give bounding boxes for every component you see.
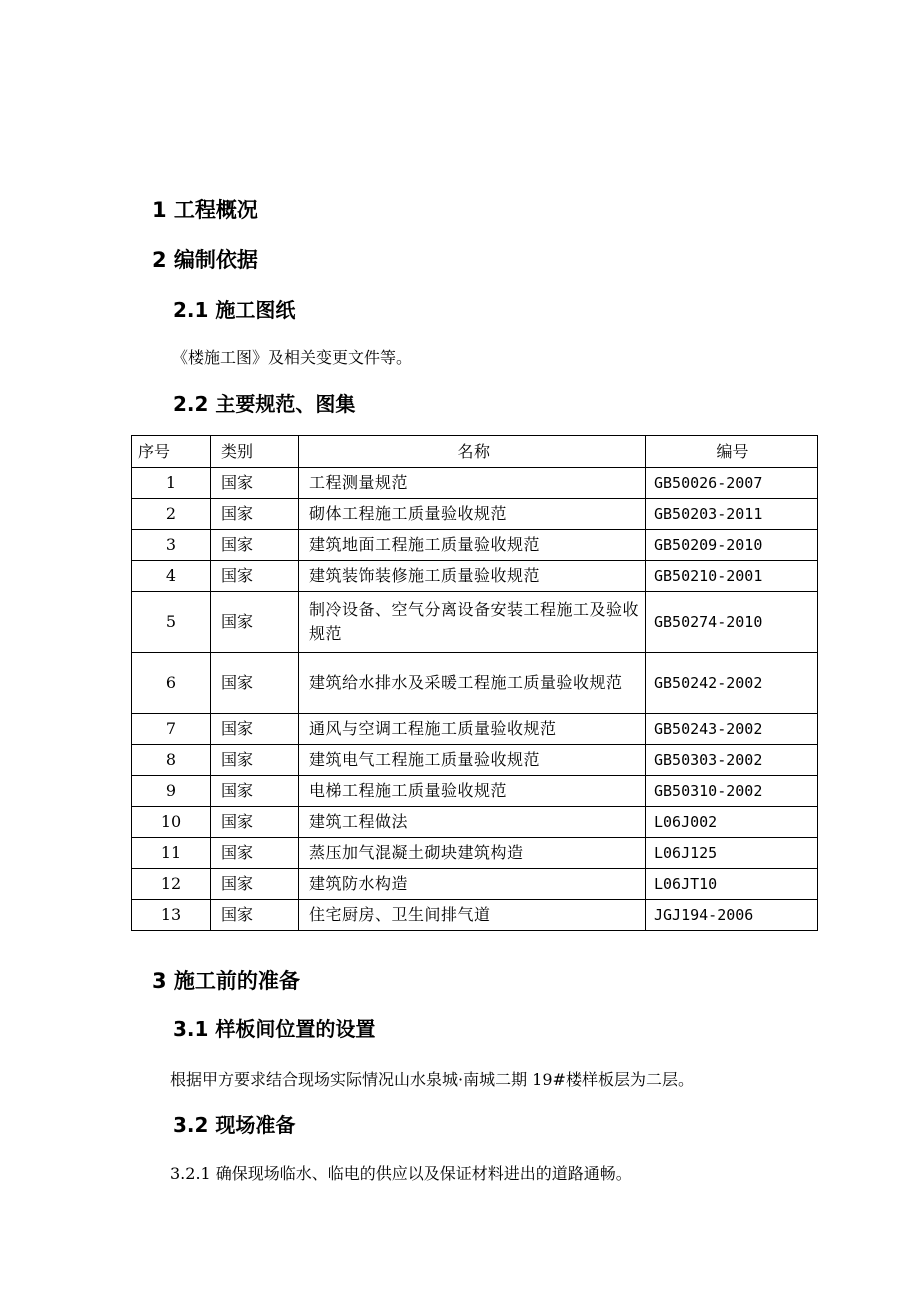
row-code: GB50274-2010 <box>646 592 818 653</box>
section-3-2-heading: 3.2 现场准备 <box>173 1113 296 1137</box>
row-code: GB50303-2002 <box>646 745 818 776</box>
standards-table <box>131 435 818 931</box>
row-no: 10 <box>132 807 211 838</box>
section-3-1-text: 根据甲方要求结合现场实际情况山水泉城·南城二期 19#楼样板层为二层。 <box>170 1070 694 1089</box>
table-row <box>132 776 818 807</box>
row-code: GB50210-2001 <box>646 561 818 592</box>
table-row <box>132 714 818 745</box>
section-2-1-text: 《楼施工图》及相关变更文件等。 <box>172 348 413 367</box>
header-name: 名称 <box>299 436 646 468</box>
row-category: 国家 <box>211 838 299 869</box>
section-2-heading: 2 编制依据 <box>152 248 258 272</box>
row-code: L06J125 <box>646 838 818 869</box>
table-row <box>132 561 818 592</box>
row-no: 6 <box>132 653 211 714</box>
row-no: 12 <box>132 869 211 900</box>
table-row <box>132 807 818 838</box>
row-category: 国家 <box>211 776 299 807</box>
row-code: GB50209-2010 <box>646 530 818 561</box>
row-category: 国家 <box>211 900 299 931</box>
row-name: 工程测量规范 <box>299 468 646 499</box>
row-name: 住宅厨房、卫生间排气道 <box>299 900 646 931</box>
row-no: 5 <box>132 592 211 653</box>
row-name: 建筑装饰装修施工质量验收规范 <box>299 561 646 592</box>
row-category: 国家 <box>211 561 299 592</box>
row-name: 蒸压加气混凝土砌块建筑构造 <box>299 838 646 869</box>
section-3-1-heading: 3.1 样板间位置的设置 <box>173 1017 376 1041</box>
row-code: L06JT10 <box>646 869 818 900</box>
row-no: 4 <box>132 561 211 592</box>
row-no: 9 <box>132 776 211 807</box>
row-category: 国家 <box>211 714 299 745</box>
header-category: 类别 <box>211 436 299 468</box>
header-no: 序号 <box>132 436 211 468</box>
row-no: 8 <box>132 745 211 776</box>
row-code: JGJ194-2006 <box>646 900 818 931</box>
row-name: 制冷设备、空气分离设备安装工程施工及验收规范 <box>299 592 646 653</box>
row-code: GB50243-2002 <box>646 714 818 745</box>
table-row <box>132 838 818 869</box>
header-code: 编号 <box>646 436 818 468</box>
row-code: GB50242-2002 <box>646 653 818 714</box>
row-category: 国家 <box>211 745 299 776</box>
row-name: 建筑工程做法 <box>299 807 646 838</box>
section-2-1-heading: 2.1 施工图纸 <box>173 298 296 322</box>
table-row <box>132 468 818 499</box>
row-no: 2 <box>132 499 211 530</box>
row-name: 砌体工程施工质量验收规范 <box>299 499 646 530</box>
row-category: 国家 <box>211 807 299 838</box>
section-1-heading: 1 工程概况 <box>152 198 258 222</box>
row-name: 建筑电气工程施工质量验收规范 <box>299 745 646 776</box>
row-name: 建筑给水排水及采暖工程施工质量验收规范 <box>299 653 646 714</box>
row-category: 国家 <box>211 653 299 714</box>
row-code: GB50203-2011 <box>646 499 818 530</box>
table-header-row <box>132 436 818 468</box>
table-row <box>132 900 818 931</box>
row-code: L06J002 <box>646 807 818 838</box>
row-no: 11 <box>132 838 211 869</box>
row-name: 通风与空调工程施工质量验收规范 <box>299 714 646 745</box>
row-no: 1 <box>132 468 211 499</box>
table-row <box>132 653 818 714</box>
row-name: 建筑地面工程施工质量验收规范 <box>299 530 646 561</box>
row-category: 国家 <box>211 592 299 653</box>
row-category: 国家 <box>211 468 299 499</box>
table-row <box>132 745 818 776</box>
section-2-2-heading: 2.2 主要规范、图集 <box>173 392 356 416</box>
section-3-heading: 3 施工前的准备 <box>152 969 300 993</box>
table-row <box>132 592 818 653</box>
row-no: 3 <box>132 530 211 561</box>
table-row <box>132 499 818 530</box>
row-category: 国家 <box>211 869 299 900</box>
table-row <box>132 869 818 900</box>
row-name: 电梯工程施工质量验收规范 <box>299 776 646 807</box>
row-category: 国家 <box>211 530 299 561</box>
row-category: 国家 <box>211 499 299 530</box>
row-no: 13 <box>132 900 211 931</box>
row-name: 建筑防水构造 <box>299 869 646 900</box>
row-code: GB50026-2007 <box>646 468 818 499</box>
section-3-2-1-text: 3.2.1 确保现场临水、临电的供应以及保证材料进出的道路通畅。 <box>170 1164 632 1183</box>
row-no: 7 <box>132 714 211 745</box>
table-row <box>132 530 818 561</box>
row-code: GB50310-2002 <box>646 776 818 807</box>
